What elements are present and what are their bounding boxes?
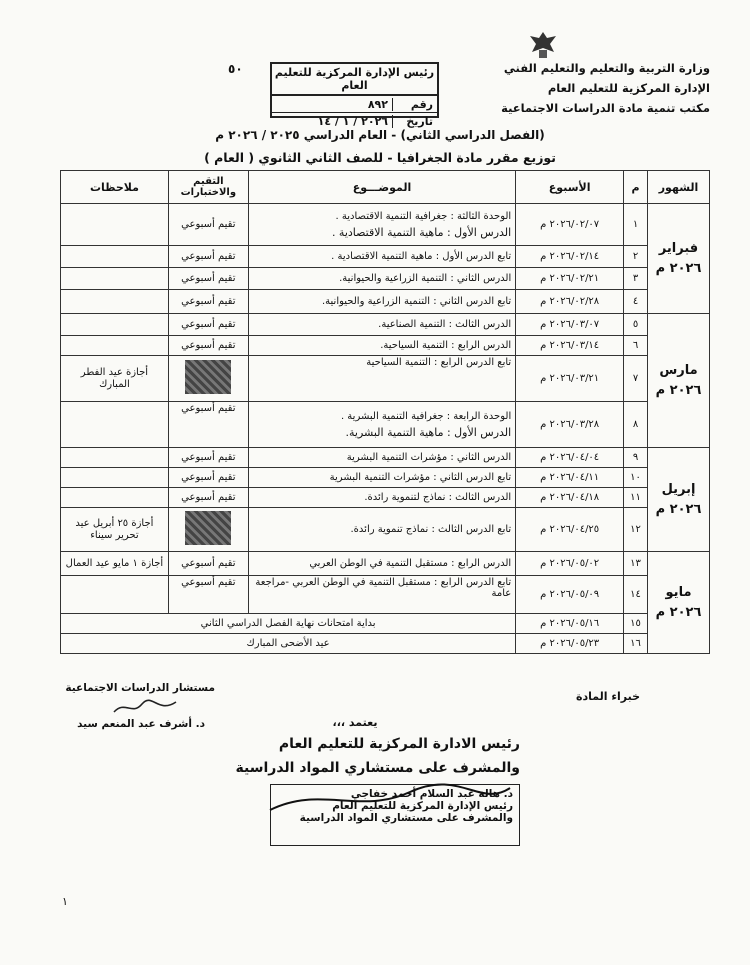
table-cell: ١٤ — [624, 576, 648, 614]
table-cell: ٢٠٢٦/٠٤/١٨ م — [516, 488, 624, 508]
table-cell: الدرس الثاني : مؤشرات التنمية البشرية — [248, 448, 515, 468]
table-cell: تابع الدرس الرابع : مستقبل التنمية في الوطن العربي -مراجعة عامة — [248, 576, 515, 614]
holiday-stamp-icon — [185, 360, 231, 394]
table-cell — [61, 314, 169, 336]
table-cell: ٧ — [624, 356, 648, 402]
table-cell: ٢٠٢٦/٠٤/٠٤ م — [516, 448, 624, 468]
table-cell — [61, 336, 169, 356]
table-cell: ٢٠٢٦/٠٤/١١ م — [516, 468, 624, 488]
table-row — [61, 336, 710, 356]
table-cell: ٢٠٢٦/٠٢/١٤ م — [516, 246, 624, 268]
table-cell: ٢٠٢٦/٠٣/٠٧ م — [516, 314, 624, 336]
table-cell: تقيم أسبوعي — [168, 448, 248, 468]
table-cell — [61, 576, 169, 614]
header-notes: ملاحظات — [61, 171, 169, 204]
table-row — [61, 204, 710, 246]
table-cell: ١٥ — [624, 614, 648, 634]
advisor-signature-icon — [110, 696, 180, 718]
table-cell: تابع الدرس الثاني : التنمية الزراعية والحيوانية. — [248, 290, 515, 314]
table-cell: الدرس الرابع : التنمية السياحية. — [248, 336, 515, 356]
table-cell: تقيم أسبوعي — [168, 552, 248, 576]
page-mark: ١ — [62, 895, 68, 908]
table-cell — [61, 488, 169, 508]
table-cell: تقيم أسبوعي — [168, 576, 248, 614]
table-cell: ٢٠٢٦/٠٥/٠٩ م — [516, 576, 624, 614]
table-cell: الدرس الثالث : نماذج لتنموية رائدة. — [248, 488, 515, 508]
table-cell: ٢٠٢٦/٠٣/١٤ م — [516, 336, 624, 356]
table-header-row — [61, 171, 710, 204]
table-cell: تابع الدرس الرابع : التنمية السياحية — [248, 356, 515, 402]
table-cell: ٢٠٢٦/٠٥/١٦ م — [516, 614, 624, 634]
month-cell: فبراير ٢٠٢٦ م — [648, 204, 710, 314]
table-row — [61, 402, 710, 448]
table-cell: تقيم أسبوعي — [168, 290, 248, 314]
table-row — [61, 508, 710, 552]
header-eval: التقيم والاختبارات — [168, 171, 248, 204]
corner-mark: ٥٠ — [228, 62, 243, 76]
table-cell — [61, 290, 169, 314]
table-row — [61, 356, 710, 402]
table-cell — [61, 268, 169, 290]
table-cell: أجازة ٢٥ أبريل عيد تحرير سيناء — [61, 508, 169, 552]
header-num: م — [624, 171, 648, 204]
table-cell: ٩ — [624, 448, 648, 468]
table-cell: عيد الأضحى المبارك — [61, 634, 516, 654]
table-cell: الدرس الرابع : مستقبل التنمية في الوطن العربي — [248, 552, 515, 576]
table-cell: ٢٠٢٦/٠٥/٠٢ م — [516, 552, 624, 576]
header-week: الأسبوع — [516, 171, 624, 204]
table-cell — [61, 402, 169, 448]
table-row — [61, 448, 710, 468]
table-cell — [168, 356, 248, 402]
table-cell: بداية امتحانات نهاية الفصل الدراسي الثاني — [61, 614, 516, 634]
box-date-value: ٢٠٢٦ / ١ / ١٤ — [317, 114, 388, 128]
table-cell — [61, 246, 169, 268]
table-cell: ١٢ — [624, 508, 648, 552]
table-row — [61, 314, 710, 336]
registration-box — [270, 62, 439, 128]
table-cell: تقيم أسبوعي — [168, 402, 248, 448]
table-row — [61, 290, 710, 314]
table-cell — [61, 204, 169, 246]
table-cell: ١ — [624, 204, 648, 246]
holiday-stamp-icon — [185, 511, 231, 545]
table-cell — [61, 468, 169, 488]
table-cell: الدرس الثالث : التنمية الصناعية. — [248, 314, 515, 336]
supervisor-title: والمشرف على مستشاري المواد الدراسية — [235, 760, 520, 776]
table-cell: ٢٠٢٦/٠٣/٢٨ م — [516, 402, 624, 448]
table-cell: ٢٠٢٦/٠٥/٢٣ م — [516, 634, 624, 654]
table-cell: ٨ — [624, 402, 648, 448]
table-cell: ١٠ — [624, 468, 648, 488]
table-cell: ٣ — [624, 268, 648, 290]
ministry-name: وزارة التربية والتعليم والتعليم الفني — [503, 61, 710, 75]
curriculum-title: توزيع مقرر مادة الجغرافيا - للصف الثاني الثانوي ( العام ) — [204, 150, 556, 165]
curriculum-table — [60, 170, 710, 654]
table-cell: تقيم أسبوعي — [168, 468, 248, 488]
approve-label: يعتمد ،،، — [332, 716, 378, 729]
table-cell — [61, 448, 169, 468]
header-topic: الموضـــوع — [248, 171, 515, 204]
box-title: رئيس الإدارة المركزية للتعليم العام — [272, 64, 437, 96]
month-cell: إبريل ٢٠٢٦ م — [648, 448, 710, 552]
table-cell: ٢٠٢٦/٠٢/٠٧ م — [516, 204, 624, 246]
semester-title: (الفصل الدراسي الثاني) - العام الدراسي ٢٠٢٥ / ٢٠٢٦ م — [215, 128, 545, 142]
approve-title: رئيس الادارة المركزية للتعليم العام — [278, 736, 520, 752]
table-cell: تقيم أسبوعي — [168, 336, 248, 356]
table-cell: ٢٠٢٦/٠٤/٢٥ م — [516, 508, 624, 552]
experts-label: خبراء المادة — [575, 690, 640, 703]
table-cell: الوحدة الثالثة : جغرافية التنمية الاقتصادية . الدرس الأول : ماهية التنمية الاقتصادية . — [248, 204, 515, 246]
box-num-label: رقم — [392, 98, 437, 111]
table-cell: ٢٠٢٦/٠٣/٢١ م — [516, 356, 624, 402]
table-cell: ١١ — [624, 488, 648, 508]
table-cell: أجازة ١ مايو عيد العمال — [61, 552, 169, 576]
table-row — [61, 614, 710, 634]
admin-name: الإدارة المركزية للتعليم العام — [547, 81, 710, 95]
signature-scribble-icon — [260, 780, 520, 820]
table-row — [61, 552, 710, 576]
advisor-name: د. أشرف عبد المنعم سيد — [77, 718, 205, 730]
box-num-value: ٨٩٢ — [367, 97, 388, 111]
table-cell: تقيم أسبوعي — [168, 268, 248, 290]
table-cell — [168, 508, 248, 552]
table-row — [61, 576, 710, 614]
table-row — [61, 634, 710, 654]
table-row — [61, 468, 710, 488]
table-cell: ٢٠٢٦/٠٢/٢٨ م — [516, 290, 624, 314]
table-row — [61, 268, 710, 290]
table-cell: تقيم أسبوعي — [168, 314, 248, 336]
table-cell: ٤ — [624, 290, 648, 314]
eagle-emblem-icon — [526, 30, 560, 60]
header-month: الشهور — [648, 171, 710, 204]
box-date-label: تاريخ — [392, 115, 437, 128]
table-cell: ٦ — [624, 336, 648, 356]
advisor-title: مستشار الدراسات الاجتماعية — [65, 682, 215, 694]
month-cell: مارس ٢٠٢٦ م — [648, 314, 710, 448]
month-cell: مايو ٢٠٢٦ م — [648, 552, 710, 654]
table-row — [61, 246, 710, 268]
table-cell: ١٣ — [624, 552, 648, 576]
table-cell: ١٦ — [624, 634, 648, 654]
office-name: مكتب تنمية مادة الدراسات الاجتماعية — [501, 101, 710, 115]
table-cell: تقيم أسبوعي — [168, 204, 248, 246]
ministry-header — [450, 58, 710, 118]
table-cell: الدرس الثاني : التنمية الزراعية والحيوانية. — [248, 268, 515, 290]
table-cell: تقيم أسبوعي — [168, 246, 248, 268]
table-cell: ٥ — [624, 314, 648, 336]
table-cell: ٢٠٢٦/٠٢/٢١ م — [516, 268, 624, 290]
table-cell: تقيم أسبوعي — [168, 488, 248, 508]
table-cell: تابع الدرس الثاني : مؤشرات التنمية البشرية — [248, 468, 515, 488]
table-cell: أجازة عيد الفطر المبارك — [61, 356, 169, 402]
table-row — [61, 488, 710, 508]
table-cell: ٢ — [624, 246, 648, 268]
table-cell: تابع الدرس الثالث : نماذج تنموية رائدة. — [248, 508, 515, 552]
table-cell: الوحدة الرابعة : جغرافية التنمية البشرية . الدرس الأول : ماهية التنمية البشرية. — [248, 402, 515, 448]
official-stamp: د. هالة عبد السلام أحمد خفاجي رئيس الإدارة المركزية للتعليم العام والمشرف على مستشاري المواد الدراسية — [270, 784, 520, 846]
table-cell: تابع الدرس الأول : ماهية التنمية الاقتصادية . — [248, 246, 515, 268]
